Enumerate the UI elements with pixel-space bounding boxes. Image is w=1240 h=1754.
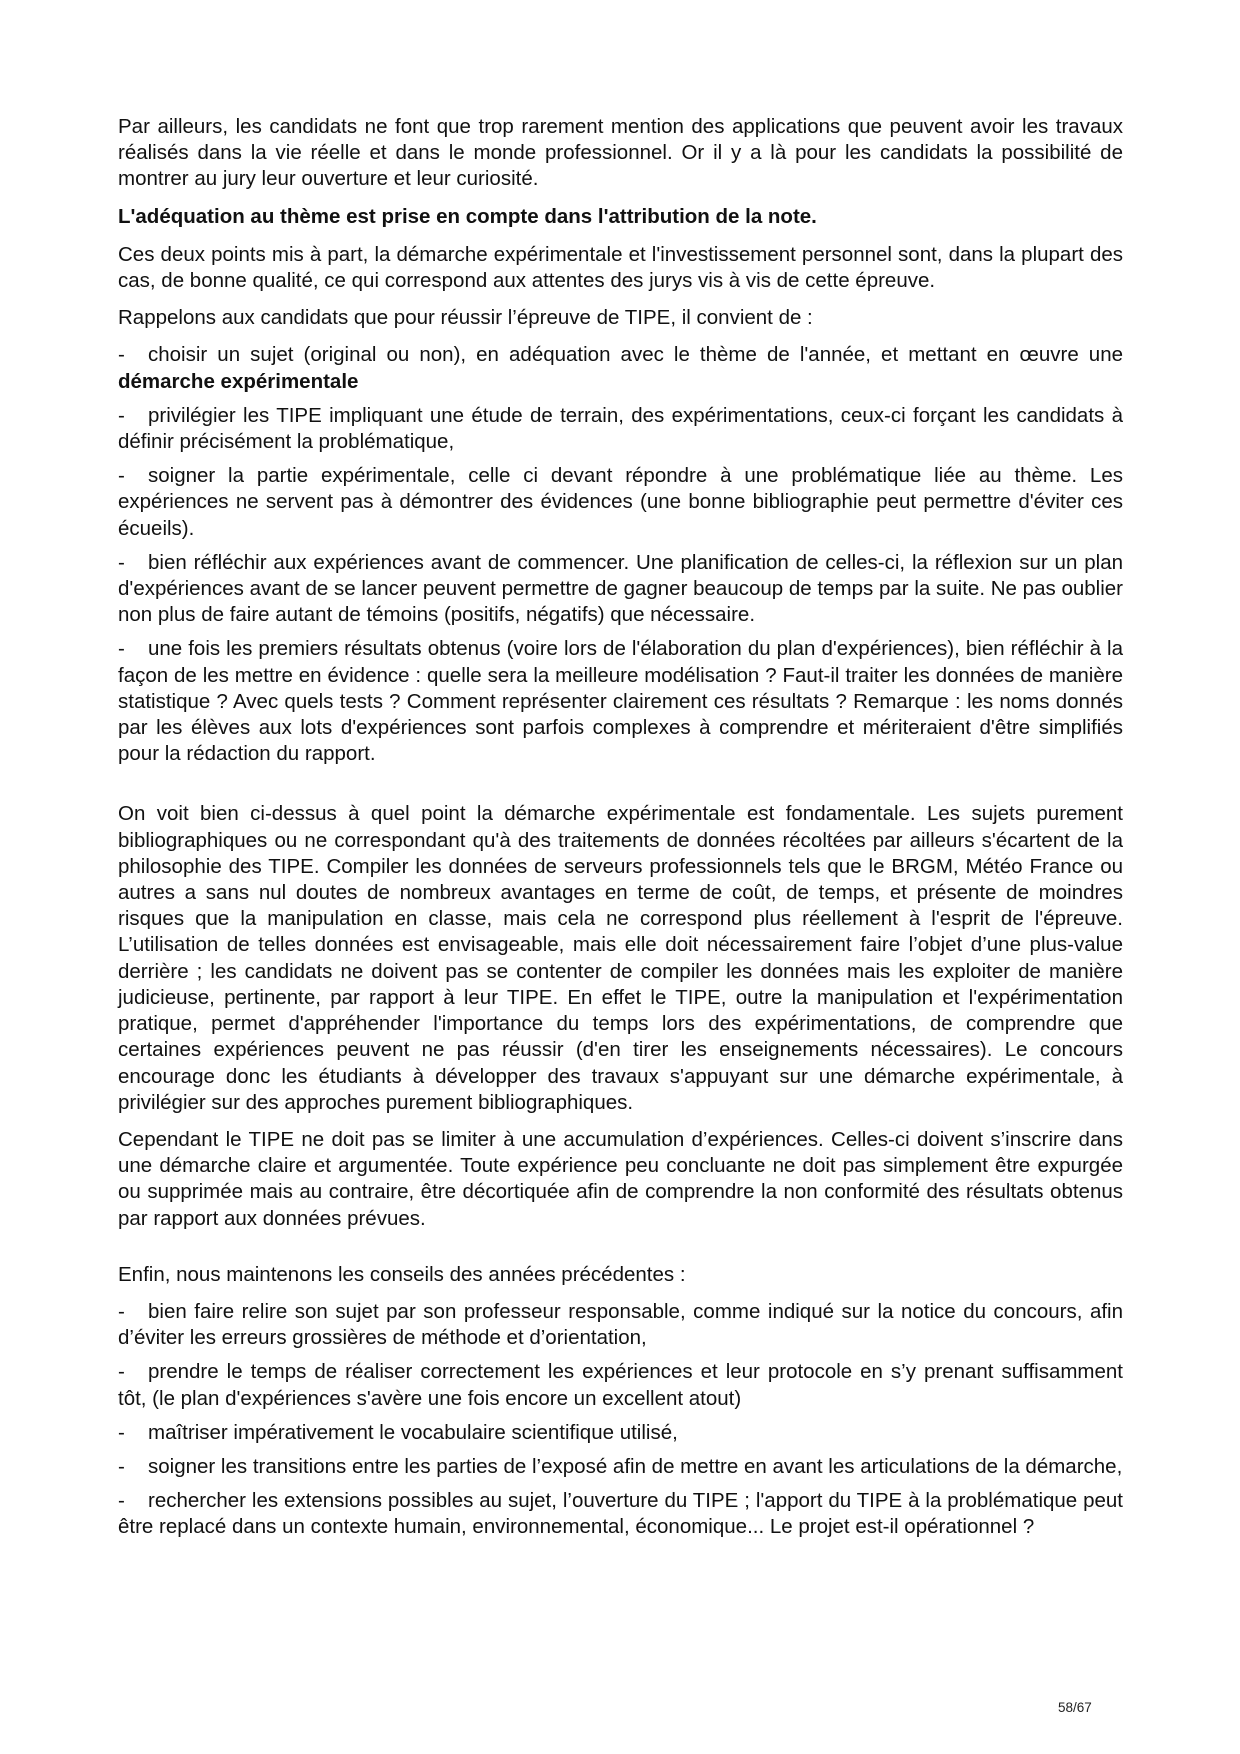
list-item-text: privilégier les TIPE impliquant une étude de terrain, des expérimentations, ceux-ci forçant les candidats à définir précisément la problématique,	[118, 403, 1123, 454]
list-dash: -	[118, 343, 125, 367]
list-item	[118, 1359, 1123, 1411]
list-item-text: bien réfléchir aux expériences avant de commencer. Une planification de celles-ci, la réflexion sur un plan d'expériences avant de se lancer peuvent permettre de gagner beaucoup de temps par la suite. Ne pas oublier non plus de faire autant de témoins (positifs, négatifs) que nécessaire.	[118, 550, 1123, 627]
list-item-text: maîtriser impérativement le vocabulaire scientifique utilisé,	[148, 1420, 678, 1444]
list-item-text: une fois les premiers résultats obtenus (voire lors de l'élaboration du plan d'expériences), bien réfléchir à la façon de les mettre en évidence : quelle sera la meilleure modélisation ? Faut-il traiter les données de manière statistique ? Avec quels tests ? Comment représenter clairement ces résultats ? Remarque : les noms donnés par les élèves aux lots d'expériences sont parfois complexes à comprendre et mériteraient d'être simplifiés pour la rédaction du rapport.	[118, 637, 1123, 766]
list-dash: -	[118, 464, 125, 488]
list-dash: -	[118, 403, 125, 427]
paragraph-two-points: Ces deux points mis à part, la démarche expérimentale et l'investissement personnel sont, dans la plupart des cas, de bonne qualité, ce qui correspond aux attentes des jurys vis à vis de cette épreuve.	[118, 242, 1123, 293]
list-item	[118, 342, 1123, 394]
list-item	[118, 1299, 1123, 1351]
paragraph-applications: Par ailleurs, les candidats ne font que trop rarement mention des applications que peuvent avoir les travaux réalisés dans la vie réelle et dans le monde professionnel. Or il y a là pour les candidats la possibilité de montrer au jury leur ouverture et leur curiosité.	[118, 115, 1123, 191]
list-item-text: prendre le temps de réaliser correctement les expériences et leur protocole en s’y prenant suffisamment tôt, (le plan d'expériences s'avère une fois encore un excellent atout)	[118, 1360, 1123, 1410]
list-item	[118, 403, 1123, 455]
list-item-bold-text: démarche expérimentale	[118, 369, 359, 393]
list-item-text: soigner la partie expérimentale, celle ci devant répondre à une problématique liée au thème. Les expériences ne servent pas à démontrer des évidences (une bonne bibliographie peut permettre d'éviter ces écueils).	[118, 464, 1123, 540]
heading-theme-adequacy: L'adéquation au thème est prise en compte dans l'attribution de la note.	[118, 204, 817, 228]
page-content	[118, 114, 1123, 1549]
paragraph-accumulation: Cependant le TIPE ne doit pas se limiter à une accumulation d’expériences. Celles-ci doivent s’inscrire dans une démarche claire et argumentée. Toute expérience peu concluante ne doit pas simplement être expurgée ou supprimée mais au contraire, être décortiquée afin de comprendre la non conformité des résultats obtenus par rapport aux données prévues.	[118, 1127, 1123, 1230]
list-item	[118, 1454, 1123, 1480]
page-number: 58/67	[1058, 1700, 1092, 1715]
list-dash: -	[118, 1299, 125, 1323]
paragraph-fundamental-approach: On voit bien ci-dessus à quel point la démarche expérimentale est fondamentale. Les sujets purement bibliographiques ou ne correspondant qu'à des traitements de données récoltées par ailleurs s'écartent de la philosophie des TIPE. Compiler les données de serveurs professionnels tels que le BRGM, Météo France ou autres a sans nul doutes de nombreux avantages en terme de coût, de temps, et présente de moindres risques que la manipulation en classe, mais cela ne correspond plus réellement à l'esprit de l'épreuve. L’utilisation de telles données est envisageable, mais elle doit nécessairement faire l’objet d’une plus-value derrière ; les candidats ne doivent pas se contenter de compiler les données mais les exploiter de manière judicieuse, pertinente, par rapport à leur TIPE. En effet le TIPE, outre la manipulation et l'expérimentation pratique, permet d'appréhender l'importance du temps lors des expérimentations, de comprendre que certaines expériences peuvent ne pas réussir (d'en tirer les enseignements nécessaires). Le concours encourage donc les étudiants à développer des travaux s'appuyant sur une démarche expérimentale, à privilégier sur des approches purement bibliographiques.	[118, 802, 1123, 1114]
list-item	[118, 463, 1123, 542]
list-dash: -	[118, 1360, 125, 1384]
paragraph-recall: Rappelons aux candidats que pour réussir l’épreuve de TIPE, il convient de :	[118, 306, 813, 330]
list-item	[118, 636, 1123, 767]
list-item-text: choisir un sujet (original ou non), en adéquation avec le thème de l'année, et mettant en œuvre une	[148, 343, 1123, 367]
list-item-text: bien faire relire son sujet par son professeur responsable, comme indiqué sur la notice du concours, afin d’éviter les erreurs grossières de méthode et d’orientation,	[118, 1299, 1123, 1350]
list-item	[118, 1420, 1123, 1446]
list-dash: -	[118, 637, 125, 661]
list-dash: -	[118, 1454, 125, 1478]
paragraph-advice-intro: Enfin, nous maintenons les conseils des années précédentes :	[118, 1262, 686, 1286]
list-dash: -	[118, 1489, 125, 1513]
list-dash: -	[118, 550, 125, 574]
list-dash: -	[118, 1420, 125, 1444]
list-item-text: soigner les transitions entre les parties de l’exposé afin de mettre en avant les articulations de la démarche,	[148, 1454, 1123, 1478]
list-item	[118, 1488, 1123, 1540]
list-item-text: rechercher les extensions possibles au sujet, l’ouverture du TIPE ; l'apport du TIPE à la problématique peut être replacé dans un contexte humain, environnemental, économique... Le projet est-il opérationnel ?	[118, 1489, 1123, 1539]
list-item	[118, 550, 1123, 629]
